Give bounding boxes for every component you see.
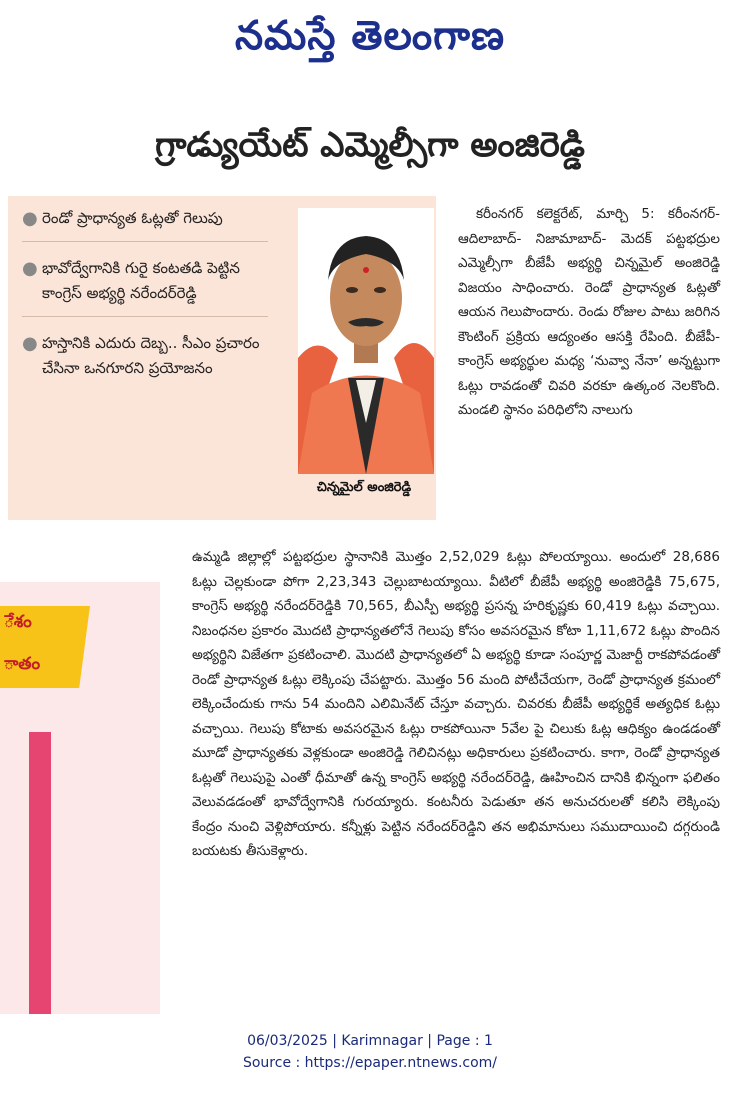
headline: గ్రాడ్యుయేట్ ఎమ్మెల్సీగా అంజిరెడ్డి	[155, 125, 585, 165]
article-paragraph: ఉమ్మడి జిల్లాల్లో పట్టభద్రుల స్థానానికి మొత్తం 2,52,029 ఓట్లు పోలయ్యాయి. అందులో 28,686 ఓట్లు చెల్లకుండా పోగా 2,23,343 చెల్లుబాటయ్యాయి. వీటిలో బీజేపీ అభ్యర్థి అంజిరెడ్డికి 75,675, కాంగ్రెస్ అభ్యర్థి నరేందర్‌రెడ్డికి 70,565, బీఎస్పీ అభ్యర్థి ప్రసన్న హరికృష్ణకు 60,419 ఓట్లు వచ్చాయి. నిబంధనల ప్రకారం మొదటి ప్రాధాన్యతలోనే గెలుపు కోసం అవసరమైన కోటా 1,11,672 ఓట్లు పొందిన అభ్యర్థిని విజేతగా ప్రకటించాలి. మొదటి ప్రాధాన్యతలో ఏ అభ్యర్థి కూడా సంపూర్ణ మెజార్టీ రాకపోవడంతో రెండో ప్రాధాన్యత ఓట్లు లెక్కింపు చేపట్టారు. మొత్తం 56 మంది పోటీచేయగా, రెండో ప్రాధాన్యత క్రమంలో లెక్కించేందుకు గాను 54 మందిని ఎలిమినేట్ చేస్తూ వచ్చారు. చివరకు బీజేపీ అభ్యర్థికే అత్యధిక ఓట్లు వచ్చాయి. గెలుపు కోటాకు అవసరమైన ఓట్లు రాకపోయినా 5వేల పై చిలుకు ఓట్ల ఆధిక్యం ఉండడంతో మూడో ప్రాధాన్యతకు వెళ్లకుండా అంజిరెడ్డి గెలిచినట్లు అధికారులు ప్రకటించారు. కాగా, రెండో ప్రాధాన్యత ఓట్లతో గెలుపుపై ఎంతో ధీమాతో ఉన్న కాంగ్రెస్ అభ్యర్థి నరేందర్‌రెడ్డి, ఊహించిన దానికి భిన్నంగా ఫలితం వెలువడడంతో భావోద్వేగానికి గురయ్యారు. కంటనీరు పెడుతూ తన అనుచరులతో కలిసి లెక్కింపు కేంద్రం నుంచి వెళ్లిపోయారు. కన్నీళ్లు పెట్టిన నరేందర్‌రెడ్డిని తన అభిమానులు సముదాయించి దగ్గరుండి బయటకు తీసుకెళ్లారు.	[192, 549, 720, 859]
footer	[0, 1030, 740, 1074]
article-column-top	[458, 202, 720, 423]
footer-source-link[interactable]: Source : https://epaper.ntnews.com/	[242, 1055, 498, 1071]
highlight-text: రెండో ప్రాధాన్యత ఓట్లతో గెలుపు	[42, 209, 223, 227]
highlight-item	[22, 256, 268, 317]
article-column-bottom	[192, 545, 720, 864]
candidate-photo	[298, 208, 434, 474]
highlights-box	[8, 196, 286, 520]
highlight-text: భావోద్వేగానికి గురై కంటతడి పెట్టిన కాంగ్రెస్ అభ్యర్థి నరేందర్‌రెడ్డి	[42, 259, 240, 302]
advertisement-text: ాతం	[4, 654, 41, 674]
advertisement-text: ేశం	[4, 612, 32, 632]
bullet-icon: ●	[22, 208, 38, 229]
highlight-item	[22, 331, 286, 381]
masthead-logo: నమస్తే తెలంగాణ	[234, 12, 506, 59]
highlight-item	[22, 206, 268, 242]
footer-date-page: 06/03/2025 | Karimnagar | Page : 1	[247, 1033, 493, 1049]
bullet-icon: ●	[22, 258, 38, 279]
portrait-illustration	[298, 208, 434, 474]
highlight-text: హస్తానికి ఎదురు దెబ్బ.. సీఎం ప్రచారం చేసినా ఒనగూరని ప్రయోజనం	[42, 334, 260, 377]
bullet-icon: ●	[22, 333, 38, 354]
advertisement-bar	[29, 732, 51, 1014]
article-paragraph: కరీంనగర్ కలెక్టరేట్, మార్చి 5: కరీంనగర్- ఆదిలాబాద్- నిజామాబాద్- మెదక్ పట్టభద్రుల ఎమ్మెల్సీగా బీజేపీ అభ్యర్థి చిన్నమైల్ అంజిరెడ్డి విజయం సాధించారు. రెండో ప్రాధాన్యత ఓట్లతో ఆయన గెలుపొందారు. రెండు రోజుల పాటు జరిగిన కౌంటింగ్ ప్రక్రియ ఆద్యంతం ఆసక్తి రేపింది. బీజేపీ-కాంగ్రెస్ అభ్యర్థుల మధ్య ‘నువ్వా నేనా’ అన్నట్టుగా ఓట్లు రావడంతో చివరి వరకూ ఉత్కంఠ నెలకొంది. మండలి స్థానం పరిధిలోని నాలుగు	[458, 206, 720, 418]
photo-caption: చిన్నమైల్ అంజిరెడ్డి	[316, 480, 412, 495]
